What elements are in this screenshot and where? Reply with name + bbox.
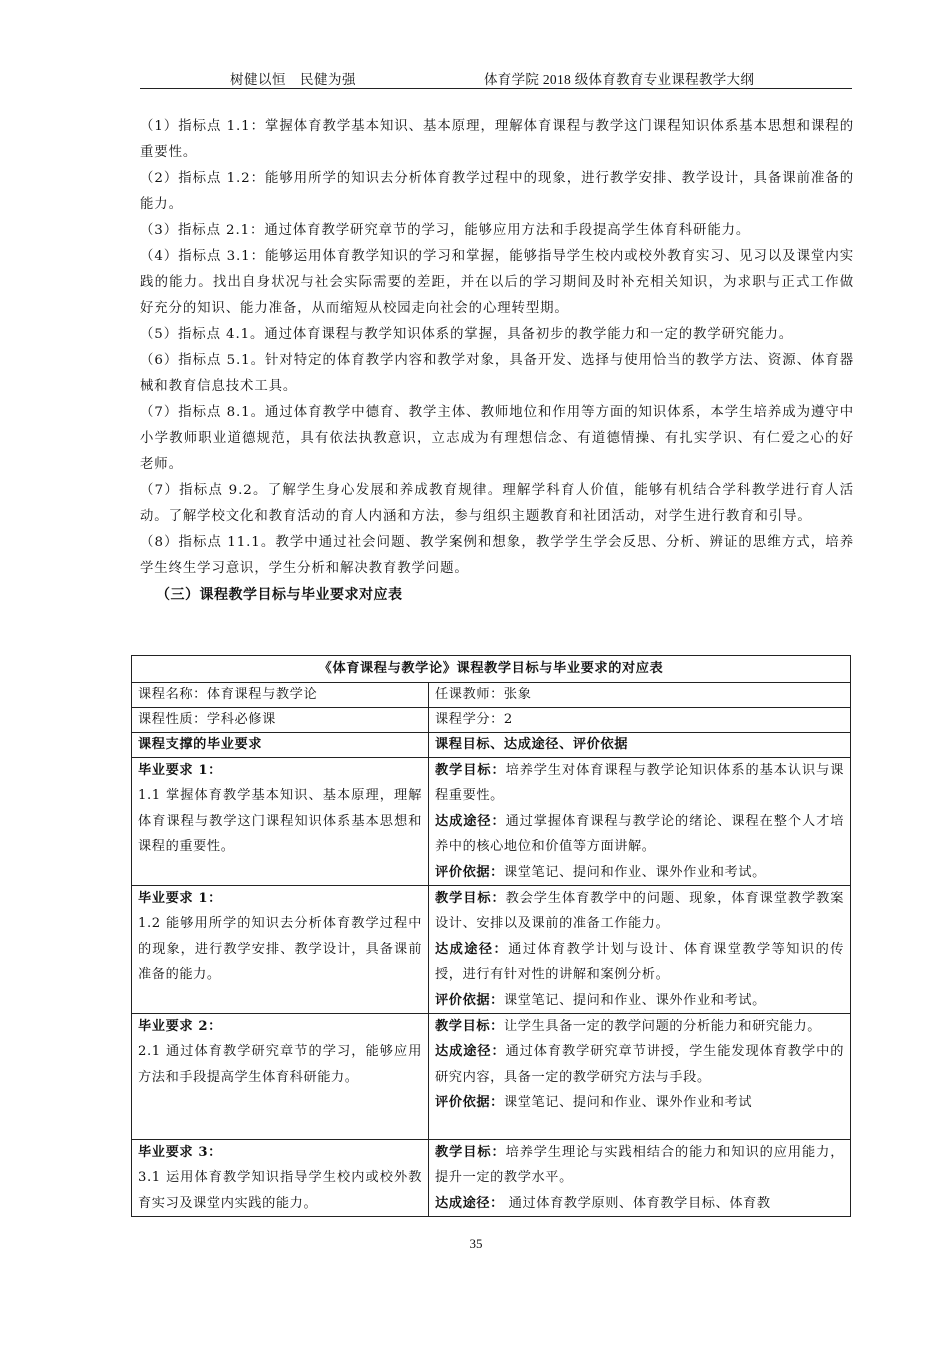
indicator-paragraph: （2）指标点 1.2：能够用所学的知识去分析体育教学过程中的现象，进行教学安排、教学设计，具备课前准备的能力。: [140, 171, 854, 212]
path-text: 通过体育教学研究章节讲授，学生能发现体育教学中的研究内容，具备一定的教学研究方法与手段。: [435, 1044, 844, 1085]
objective-cell: [429, 758, 851, 886]
indicator-paragraph: （3）指标点 2.1：通过体育教学研究章节的学习，能够应用方法和手段提高学生体育科研能力。: [140, 223, 751, 238]
requirement-title: 毕业要求 3：: [138, 1145, 222, 1161]
indicator-paragraph: （7）指标点 8.1。通过体育教学中德育、教学主体、教师地位和作用等方面的知识体系，本学生培养成为遵守中小学教师职业道德规范，具有依法执教意识，立志成为有理想信念、有道德情操、有扎实学识、有仁爱之心的好老师。: [140, 405, 854, 472]
requirement-cell: [132, 758, 429, 886]
table-row: [132, 758, 851, 886]
goal-label: 教学目标：: [435, 891, 506, 907]
table-header-row: [132, 733, 851, 758]
requirement-title: 毕业要求 1：: [138, 763, 222, 778]
requirements-table: [131, 655, 851, 1217]
requirement-cell: [132, 1140, 429, 1217]
requirement-cell: [132, 886, 429, 1014]
table-row: [132, 1014, 851, 1140]
eval-text: 课堂笔记、提问和作业、课外作业和考试: [503, 1095, 753, 1111]
goal-text: 教会学生体育教学中的问题、现象，体育课堂教学教案设计、安排以及课前的准备工作能力。: [435, 891, 844, 932]
table-caption: 《体育课程与教学论》课程教学目标与毕业要求的对应表: [132, 656, 851, 683]
indicator-paragraph: （4）指标点 3.1：能够运用体育教学知识的学习和掌握，能够指导学生校内或校外教育实习、见习以及课堂内实践的能力。找出自身状况与社会实际需要的差距，并在以后的学习期间及时补充相关知识，为求职与正式工作做好充分的知识、能力准备，从而缩短从校园走向社会的心理转型期。: [140, 249, 854, 316]
requirement-text: 3.1 运用体育教学知识指导学生校内或校外教育实习及课堂内实践的能力。: [138, 1170, 422, 1211]
path-text: 通过体育教学原则、体育教学目标、体育教: [503, 1195, 771, 1211]
path-label: 达成途径：: [435, 1195, 504, 1211]
table-row: [132, 708, 851, 733]
indicator-paragraph: （7）指标点 9.2。了解学生身心发展和养成教育规律。理解学科育人价值，能够有机结合学科教学进行育人活动。了解学校文化和教育活动的育人内涵和方法，参与组织主题教育和社团活动，对学生进行教育和引导。: [140, 483, 854, 524]
path-label: 达成途径：: [435, 813, 506, 829]
goal-label: 教学目标：: [435, 1019, 504, 1035]
table-row: [132, 1140, 851, 1217]
eval-label: 评价依据：: [435, 864, 504, 880]
table-row: [132, 886, 851, 1014]
section-title: （三）课程教学目标与毕业要求对应表: [156, 587, 403, 603]
path-label: 达成途径：: [435, 941, 509, 957]
eval-label: 评价依据：: [435, 1095, 504, 1111]
credits-cell: 课程学分：2: [429, 708, 851, 733]
objective-cell: [429, 886, 851, 1014]
goal-text: 让学生具备一定的教学问题的分析能力和研究能力。: [503, 1019, 822, 1035]
eval-label: 评价依据：: [435, 992, 504, 1008]
page-header: [140, 66, 852, 89]
indicator-paragraph: （1）指标点 1.1：掌握体育教学基本知识、基本原理，理解体育课程与教学这门课程知识体系基本思想和课程的重要性。: [140, 119, 854, 160]
requirement-cell: [132, 1014, 429, 1140]
indicator-paragraph: （6）指标点 5.1。针对特定的体育教学内容和教学对象，具备开发、选择与使用恰当的教学方法、资源、体育器械和教育信息技术工具。: [140, 353, 854, 394]
requirement-text: 1.2 能够用所学的知识去分析体育教学过程中的现象，进行教学安排、教学设计，具备课前准备的能力。: [138, 916, 422, 983]
teacher-cell: 任课教师：张象: [429, 683, 851, 708]
table-row: [132, 683, 851, 708]
course-name-cell: 课程名称：体育课程与教学论: [132, 683, 429, 708]
document-body: [140, 114, 854, 608]
path-text: 通过体育教学计划与设计、体育课堂教学等知识的传授，进行有针对性的讲解和案例分析。: [435, 941, 844, 983]
indicator-paragraph: （5）指标点 4.1。通过体育课程与教学知识体系的掌握，具备初步的教学能力和一定的教学研究能力。: [140, 327, 794, 342]
path-label: 达成途径：: [435, 1044, 506, 1060]
requirement-text: 2.1 通过体育教学研究章节的学习，能够应用方法和手段提高学生体育科研能力。: [138, 1044, 422, 1085]
eval-text: 课堂笔记、提问和作业、课外作业和考试。: [503, 864, 766, 880]
goal-text: 培养学生理论与实践相结合的能力和知识的应用能力，提升一定的教学水平。: [435, 1145, 844, 1186]
goal-label: 教学目标：: [435, 1145, 506, 1161]
requirement-text: 1.1 掌握体育教学基本知识、基本原理，理解体育课程与教学这门课程知识体系基本思想和课程的重要性。: [138, 788, 422, 855]
goal-label: 教学目标：: [435, 763, 506, 778]
header-motto: 树健以恒 民健为强: [230, 72, 356, 87]
objective-cell: [429, 1014, 851, 1140]
objective-cell: [429, 1140, 851, 1217]
requirement-title: 毕业要求 1：: [138, 891, 222, 907]
course-type-cell: 课程性质：学科必修课: [132, 708, 429, 733]
column-header-left: 课程支撑的毕业要求: [132, 733, 429, 758]
path-text: 通过掌握体育课程与教学论的绪论、课程在整个人才培养中的核心地位和价值等方面讲解。: [435, 813, 844, 855]
column-header-right: 课程目标、达成途径、评价依据: [429, 733, 851, 758]
goal-text: 培养学生对体育课程与教学论知识体系的基本认识与课程重要性。: [435, 763, 844, 804]
indicator-paragraph: （8）指标点 11.1。教学中通过社会问题、教学案例和想象，教学学生学会反思、分析、辨证的思维方式，培养学生终生学习意识，学生分析和解决教育教学问题。: [140, 535, 854, 576]
eval-text: 课堂笔记、提问和作业、课外作业和考试。: [503, 992, 766, 1008]
header-title: 体育学院 2018 级体育教育专业课程教学大纲: [484, 72, 755, 87]
page-number: 35: [469, 1236, 483, 1251]
table-caption-row: [132, 656, 851, 683]
requirement-title: 毕业要求 2：: [138, 1019, 222, 1035]
